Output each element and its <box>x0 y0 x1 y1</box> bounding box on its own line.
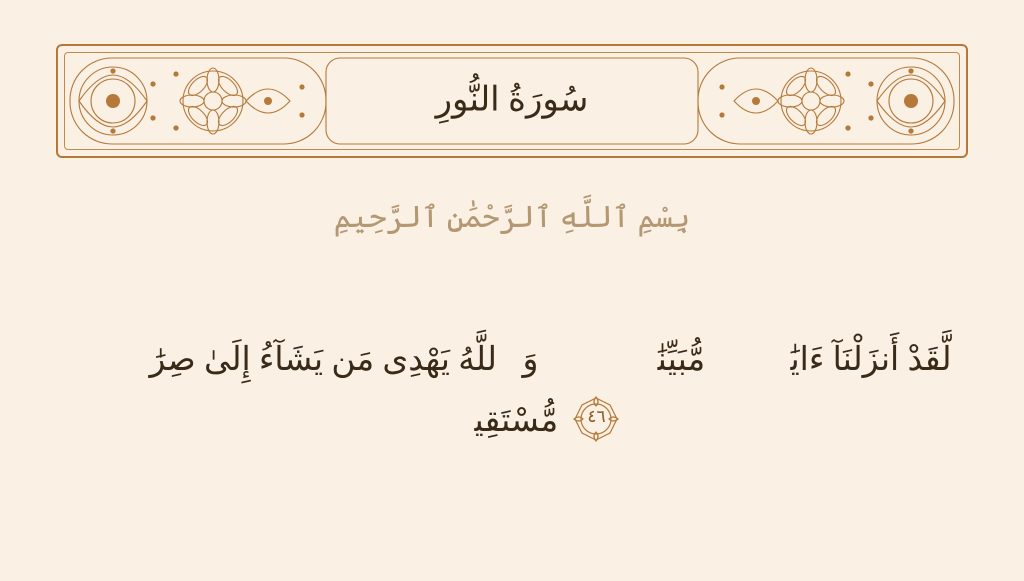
ayah-line-2 <box>60 391 964 452</box>
ayah-line-2-text: مُّسْتَقِيمٍۢ <box>397 403 559 440</box>
ayah-text-block <box>60 330 964 452</box>
surah-header-banner <box>56 44 968 158</box>
ayah-number-medallion <box>572 395 620 443</box>
ayah-number-text: ٤٦ <box>587 407 606 428</box>
ayah-line-1: لَّقَدْ أَنزَلْنَآ ءَايَٰتٍۢ مُّبَيِّنَٰتٍۢ ۚ وَٱللَّهُ يَهْدِى مَن يَشَآءُ إِلَىٰ صِرَٰطٍۢ <box>72 342 952 378</box>
surah-title: سُورَةُ النُّورِ <box>435 81 589 119</box>
basmala-text: بِسْمِ ٱللَّهِ ٱلرَّحْمَٰنِ ٱلرَّحِيمِ <box>333 201 691 234</box>
